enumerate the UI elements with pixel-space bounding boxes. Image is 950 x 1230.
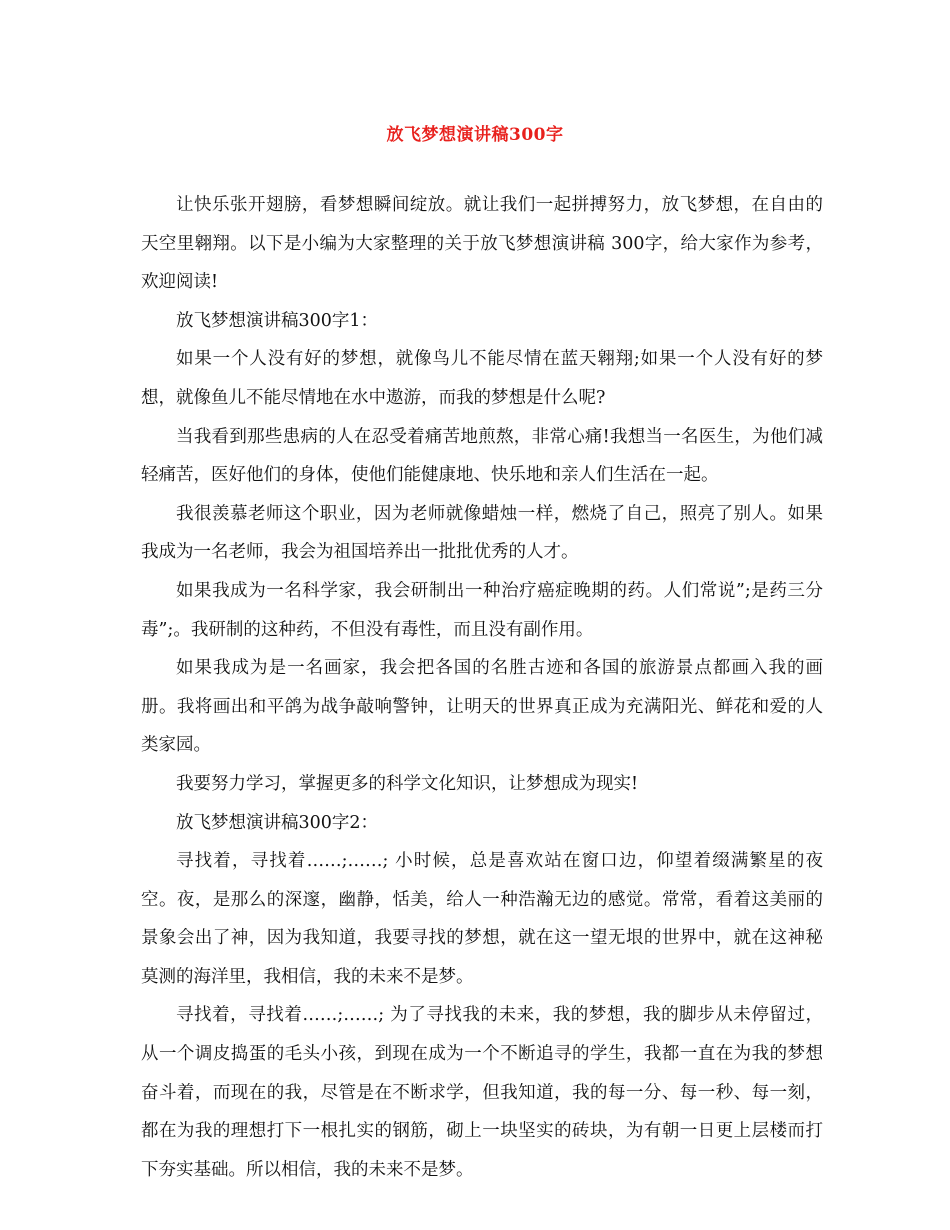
body-paragraph: 如果我成为是一名画家，我会把各国的名胜古迹和各国的旅游景点都画入我的画册。我将画出和平鸽为战争敲响警钟，让明天的世界真正成为充满阳光、鲜花和爱的人类家园。 xyxy=(141,658,823,756)
section-heading-1: 放飞梦想演讲稿300字1： xyxy=(176,310,379,331)
document-body xyxy=(141,186,823,1189)
body-paragraph: 寻找着，寻找着……;……; 为了寻找我的未来，我的梦想，我的脚步从未停留过，从一个调皮捣蛋的毛头小孩，到现在成为一个不断追寻的学生，我都一直在为我的梦想奋斗着，而现在的我，尽管是在不断求学，但我知道，我的每一分、每一秒、每一刻，都在为我的理想打下一根扎实的钢筋，砌上一块坚实的砖块，为有朝一日更上层楼而打下夯实基础。所以相信，我的未来不是梦。 xyxy=(141,1005,823,1180)
body-paragraph: 如果一个人没有好的梦想，就像鸟儿不能尽情在蓝天翱翔;如果一个人没有好的梦想，就像鱼儿不能尽情地在水中遨游，而我的梦想是什么呢? xyxy=(141,349,823,408)
body-paragraph: 我要努力学习，掌握更多的科学文化知识，让梦想成为现实! xyxy=(176,773,639,794)
body-paragraph: 当我看到那些患病的人在忍受着痛苦地煎熬，非常心痛!我想当一名医生，为他们减轻痛苦，医好他们的身体，使他们能健康地、快乐地和亲人们生活在一起。 xyxy=(141,426,823,486)
section-heading-2: 放飞梦想演讲稿300字2： xyxy=(176,812,379,833)
document-title: 放飞梦想演讲稿300字 xyxy=(386,125,564,145)
body-paragraph: 寻找着，寻找着……;……; 小时候，总是喜欢站在窗口边，仰望着缀满繁星的夜空。夜，是那么的深邃，幽静，恬美，给人一种浩瀚无边的感觉。常常，看着这美丽的景象会出了神，因为我知道，我要寻找的梦想，就在这一望无垠的世界中，就在这神秘莫测的海洋里，我相信，我的未来不是梦。 xyxy=(141,851,823,987)
body-paragraph: 我很羡慕老师这个职业，因为老师就像蜡烛一样，燃烧了自己，照亮了别人。如果我成为一名老师，我会为祖国培养出一批批优秀的人才。 xyxy=(141,503,823,563)
body-paragraph: 如果我成为一名科学家，我会研制出一种治疗癌症晚期的药。人们常说”;是药三分毒”;。我研制的这种药，不但没有毒性，而且没有副作用。 xyxy=(141,580,823,640)
intro-paragraph: 让快乐张开翅膀，看梦想瞬间绽放。就让我们一起拼搏努力，放飞梦想，在自由的天空里翱翔。以下是小编为大家整理的关于放飞梦想演讲稿 300字，给大家作为参考，欢迎阅读! xyxy=(141,195,823,293)
